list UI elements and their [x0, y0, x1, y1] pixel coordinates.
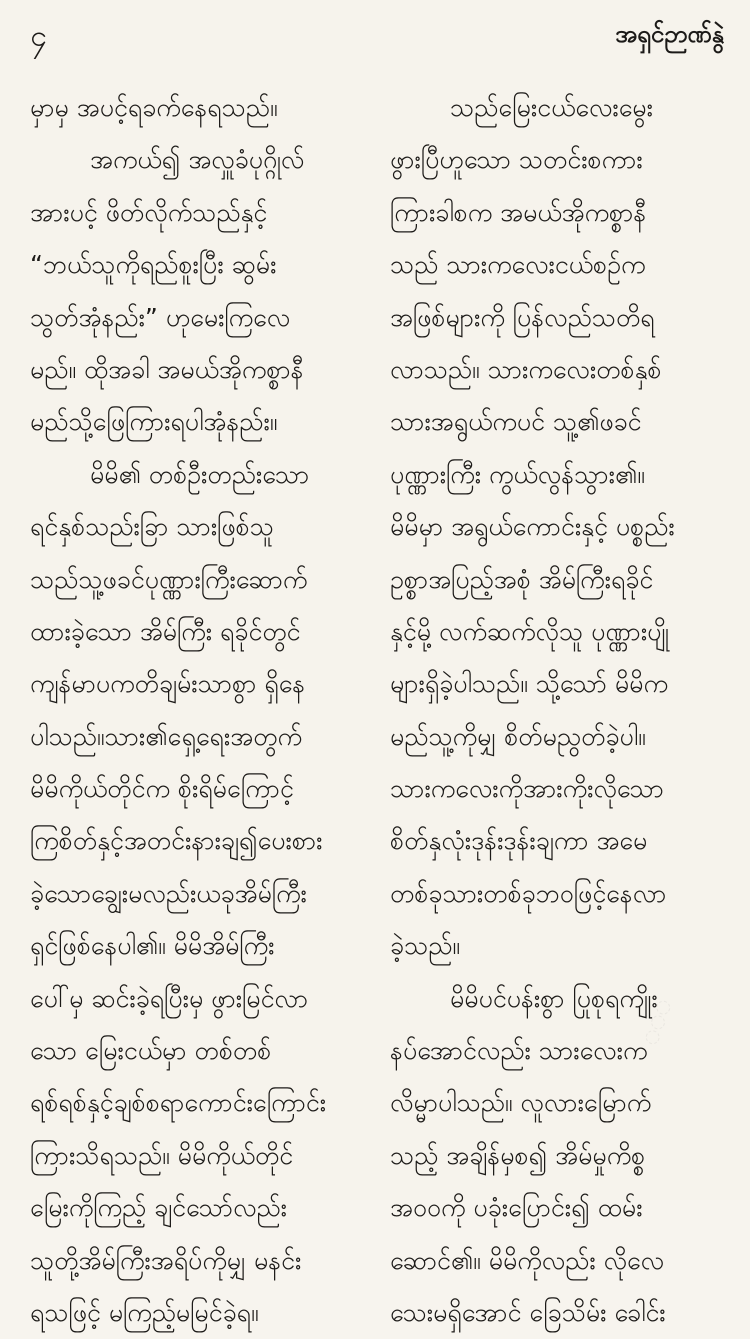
text-line: ဖွားပြီဟူသော သတင်းစကား — [390, 145, 643, 175]
text-line: နှင့်မို့ လက်ဆက်လိုသူ ပုဏ္ဏားပျို — [390, 616, 669, 646]
text-line: စိတ်နှလုံးဒုန်းဒုန်းချကာ အမေ — [390, 826, 648, 856]
text-line: ကျန်မာပကတိချမ်းသာစွာ ရှိနေ — [30, 669, 306, 699]
text-line: မည်သို့ဖြေကြားရပါအုံနည်း။ — [30, 407, 278, 437]
text-line: တစ်ခုသားတစ်ခုဘဝဖြင့်နေလာ — [390, 878, 667, 908]
text-line: ခဲ့သောချွေးမလည်းယခုအိမ်ကြီး — [30, 878, 307, 908]
text-line: ရင်နှစ်သည်းခြာ သားဖြစ်သူ — [30, 512, 274, 542]
text-line: သည် သားကလေးငယ်စဉ်က — [390, 250, 646, 280]
text-line: မှာမှ အပင့်ရခက်နေရသည်။ — [30, 93, 278, 122]
text-line: မိမိ၏ တစ်ဦးတည်းသော — [90, 459, 310, 489]
text-line: မိမိမှာ အရွယ်ကောင်းနှင့် ပစ္စည်း — [390, 512, 675, 542]
text-line: ရှင်ဖြစ်နေပါ၏။ မိမိအိမ်ကြီး — [30, 931, 275, 961]
text-line: သူတို့အိမ်ကြီးအရိပ်ကိုမျှ မနင်း — [30, 1245, 302, 1275]
text-line: သားကလေးကိုအားကိုးလိုသော — [390, 774, 664, 804]
text-line: မြေးကိုကြည့် ချင်သော်လည်း — [30, 1193, 288, 1223]
text-line: ပါသည်။သား၏ရှေ့ရေးအတွက် — [30, 721, 302, 751]
text-line: သည်သူ့ဖခင်ပုဏ္ဏားကြီးဆောက် — [30, 564, 308, 594]
page-number: ၄ — [30, 19, 47, 54]
text-line: အဝဝကို ပခုံးပြောင်း၍ ထမ်း — [390, 1193, 643, 1223]
text-line: အားပင့် ဖိတ်လိုက်သည်နှင့် — [30, 197, 268, 227]
text-line: မိမိပင်ပန်းစွာ ပြုစုရကျိုး — [450, 983, 658, 1013]
text-line: လာသည်။ သားကလေးတစ်နှစ် — [390, 354, 662, 384]
left-text-column — [30, 82, 365, 1327]
text-line: များရှိခဲ့ပါသည်။ သို့သော် မိမိက — [390, 669, 668, 699]
text-line: အဖြစ်များကို ပြန်လည်သတိရ — [390, 302, 655, 332]
text-line: လိမ္မာပါသည်။ လူလားမြောက် — [390, 1088, 652, 1118]
right-text-column — [390, 82, 725, 1327]
text-line: မည်သူ့ကိုမျှ စိတ်မညွတ်ခဲ့ပါ။ — [390, 721, 646, 751]
text-line: အကယ်၍ အလှူခံပုဂ္ဂိုလ် — [90, 145, 305, 175]
text-line: “ဘယ်သူကိုရည်စူးပြီး ဆွမ်း — [30, 250, 277, 280]
text-line: ပုဏ္ဏားကြီး ကွယ်လွန်သွား၏။ — [390, 459, 645, 489]
running-header: အရှင်ဉာဏ်နွဲ — [615, 20, 724, 48]
text-line: သည့် အချိန်မှစ၍ အိမ်မှုကိစ္စ — [390, 1140, 646, 1170]
text-line: မိမိကိုယ်တိုင်က စိုးရိမ်ကြောင့် — [30, 774, 294, 804]
text-line: သည်မြေးငယ်လေးမွေး — [450, 93, 653, 122]
text-line: ပေါ်မှ ဆင်းခဲ့ရပြီးမှ ဖွားမြင်လာ — [30, 983, 309, 1013]
text-line: ထားခဲ့သော အိမ်ကြီး ရခိုင်တွင် — [30, 616, 301, 646]
text-line: သော မြေးငယ်မှာ တစ်တစ် — [30, 1036, 272, 1066]
text-line: ကြားခါစက အမယ်အိုကစ္စာနီ — [390, 197, 647, 227]
text-line: မည်။ ထိုအခါ အမယ်အိုကစ္စာနီ — [30, 354, 304, 384]
text-line: ဆောင်၏။ မိမိကိုလည်း လိုလေ — [390, 1245, 665, 1275]
text-line: သေးမရှိအောင် ခြေသိမ်း ခေါင်း — [390, 1297, 666, 1327]
text-line: ကြစိတ်နှင့်အတင်းနားချ၍ပေးစား — [30, 826, 323, 856]
text-line: ခဲ့သည်။ — [390, 931, 460, 961]
text-line: ကြားသိရသည်။ မိမိကိုယ်တိုင် — [30, 1140, 294, 1170]
text-line: ဥစ္စာအပြည့်အစုံ အိမ်ကြီးရခိုင် — [390, 564, 654, 594]
text-line: နပ်အောင်လည်း သားလေးက — [390, 1036, 648, 1066]
text-line: ရစ်ရစ်နှင့်ချစ်စရာကောင်းကြောင်း — [30, 1088, 327, 1118]
text-line: သားအရွယ်ကပင် သူ့၏ဖခင် — [390, 407, 642, 437]
svg-text:◌◌◌: ◌◌◌ — [639, 996, 676, 1048]
text-line: ရသဖြင့် မကြည့်မမြင်ခဲ့ရ။ — [30, 1297, 259, 1327]
text-line: သွတ်အုံနည်း” ဟုမေးကြလေ — [30, 302, 291, 332]
